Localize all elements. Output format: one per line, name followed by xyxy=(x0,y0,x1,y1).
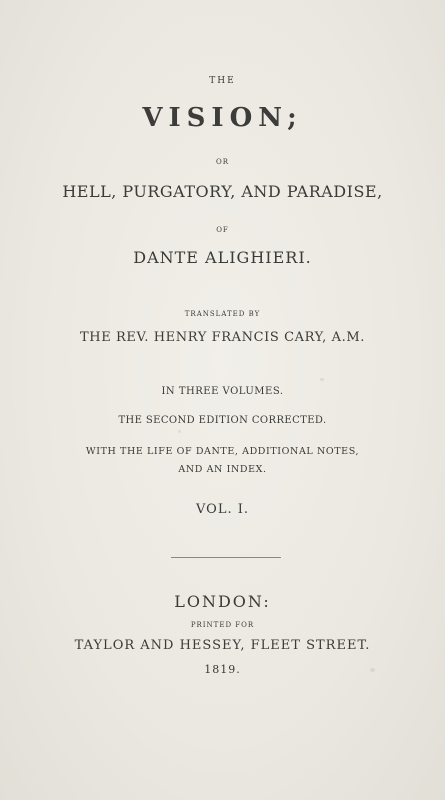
printed-for-label: PRINTED FOR xyxy=(190,621,255,629)
title-prefix: THE xyxy=(209,76,236,86)
translator-name: THE REV. HENRY FRANCIS CARY, A.M. xyxy=(80,330,365,345)
author-preposition: OF xyxy=(216,226,229,234)
author-name: DANTE ALIGHIERI. xyxy=(133,248,312,267)
contents-note-line-2: AND AN INDEX. xyxy=(178,464,267,475)
title-conjunction: OR xyxy=(215,158,229,166)
edition-statement: THE SECOND EDITION CORRECTED. xyxy=(118,415,327,426)
contents-note-line-1: WITH THE LIFE OF DANTE, ADDITIONAL NOTES, xyxy=(85,446,360,457)
volume-count: IN THREE VOLUMES. xyxy=(161,386,284,397)
publisher-name: TAYLOR AND HESSEY, FLEET STREET. xyxy=(74,638,371,653)
book-subtitle: HELL, PURGATORY, AND PARADISE, xyxy=(62,182,383,201)
divider-rule xyxy=(171,557,281,558)
book-title: VISION; xyxy=(142,103,303,133)
foxing-spot xyxy=(178,430,181,433)
volume-number: VOL. I. xyxy=(196,502,249,517)
publication-year: 1819. xyxy=(204,663,241,676)
translated-by-label: TRANSLATED BY xyxy=(184,310,261,318)
imprint-city: LONDON: xyxy=(174,592,271,611)
foxing-spot xyxy=(320,378,324,381)
